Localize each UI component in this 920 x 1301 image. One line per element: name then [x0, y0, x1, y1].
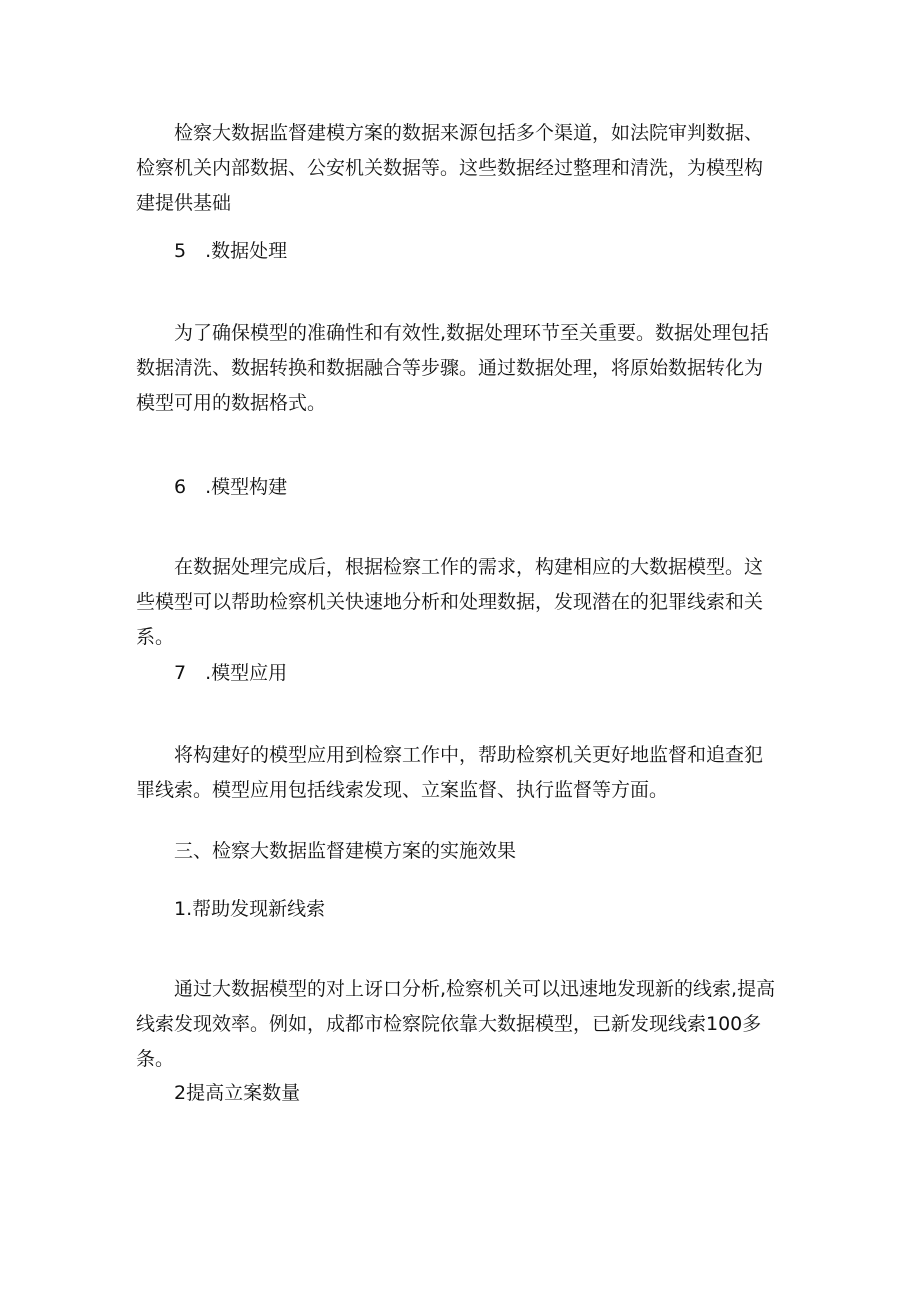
- heading-model-construction: 6 .模型构建: [174, 476, 288, 498]
- subheading-discover-new-clues: 1.帮助发现新线索: [174, 898, 326, 920]
- section-heading-implementation-effects: 三、检察大数据监督建模方案的实施效果: [174, 840, 517, 862]
- heading-data-processing: 5 .数据处理: [174, 240, 288, 262]
- subheading-increase-case-filings: 2提高立案数量: [174, 1082, 301, 1104]
- paragraph-model-application: 将构建好的模型应用到检察工作中，帮助检察机关更好地监督和追查犯罪线索。模型应用包括线索发现、立案监督、执行监督等方面。: [136, 744, 764, 801]
- paragraph-data-processing: 为了确保模型的准确性和有效性,数据处理环节至关重要。数据处理包括数据清洗、数据转换和数据融合等步骤。通过数据处理，将原始数据转化为模型可用的数据格式。: [136, 322, 770, 414]
- paragraph-discover-new-clues: 通过大数据模型的对上讶口分析,检察机关可以迅速地发现新的线索,提高线索发现效率。例如，成都市检察院依靠大数据模型，已新发现线索100多条。: [136, 978, 776, 1070]
- paragraph-model-construction: 在数据处理完成后，根据检察工作的需求，构建相应的大数据模型。这些模型可以帮助检察机关快速地分析和处理数据，发现潜在的犯罪线索和关系。: [136, 556, 764, 648]
- paragraph-data-sources: 检察大数据监督建模方案的数据来源包括多个渠道，如法院审判数据、检察机关内部数据、公安机关数据等。这些数据经过整理和清洗，为模型构建提供基础: [136, 122, 764, 214]
- heading-model-application: 7 .模型应用: [174, 662, 288, 684]
